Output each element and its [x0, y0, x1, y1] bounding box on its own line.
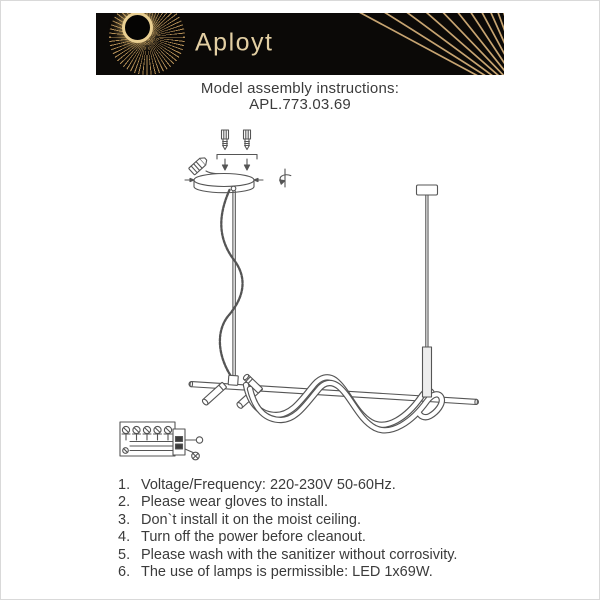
ray-fan-icon [96, 13, 504, 75]
instruction-text: Please wear gloves to install. [141, 494, 328, 511]
header [0, 80, 600, 113]
brand-wordmark: Aployt [195, 28, 274, 57]
instruction-item [118, 547, 508, 564]
instruction-item [118, 494, 508, 511]
mounting-screws [222, 130, 251, 150]
wire-connector [173, 429, 203, 460]
brand-banner [96, 13, 504, 75]
instruction-item [118, 564, 508, 581]
rod-bar-junction [228, 375, 238, 385]
assembly-diagram [100, 118, 510, 473]
mounting-bracket [217, 155, 257, 160]
instruction-item [118, 529, 508, 546]
page-title: Model assembly instructions: [200, 80, 400, 97]
instruction-text: Turn off the power before cleanout. [141, 529, 366, 546]
led-tube [246, 377, 442, 430]
instruction-text: The use of lamps is permissible: LED 1x69W. [141, 564, 433, 581]
rotation-arrow-icon [280, 169, 291, 187]
instruction-item [118, 477, 508, 494]
instruction-text: Voltage/Frequency: 220-230V 50-60Hz. [141, 477, 396, 493]
suspension-rod-right [426, 195, 428, 347]
suspension-cable [220, 190, 243, 377]
suspension-rod-left [233, 191, 235, 376]
model-number: APL.773.03.69 [249, 96, 351, 113]
rod-sleeve [423, 347, 432, 397]
screw-direction-arrows [222, 159, 249, 170]
instruction-text: Don`t install it on the moist ceiling. [141, 511, 362, 528]
instruction-item [118, 512, 508, 529]
terminal-block [120, 422, 203, 460]
power-connector [189, 156, 223, 175]
ceiling-canopy [194, 174, 254, 193]
ceiling-attachment-right [417, 185, 438, 195]
instruction-list [118, 477, 508, 581]
instruction-text: Please wash with the sanitizer without corrosivity. [141, 546, 458, 563]
